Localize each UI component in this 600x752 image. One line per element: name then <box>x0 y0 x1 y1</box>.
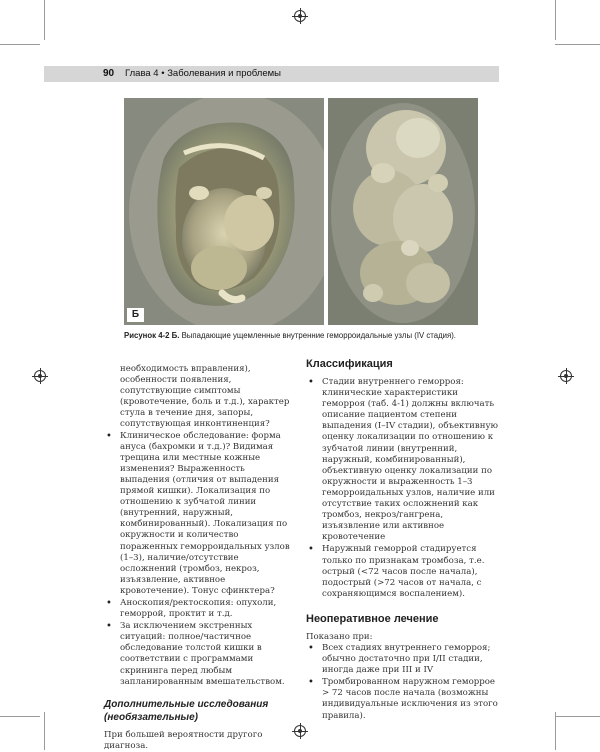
list-item: • Клиническое обследование: форма ануса (бахромки и т.д.)? Видимая трещина или местные кожные изменения? Выраженность выпадения (отличия от выпадения прямой кишки). Локализация по отношению к зубчатой линии (внутренний, наружный, комбинированный). Локализация по окружности и количество пораженных геморроидальных узлов (1–3), наличие/отсутствие осложнений (тромбоз, некроз, изъязвление, активное кровотечение). Тонус сфинктера? <box>104 431 297 597</box>
list-item: • Тромбированном наружном геморрое > 72 часов после начала (возможны индивидуальные исключения из этого правила). <box>306 677 501 721</box>
page-number: 90 <box>103 68 115 79</box>
clinical-photo-right-image <box>328 98 478 325</box>
figure-caption-text: Выпадающие ущемленные внутренние геморроидальные узлы (IV стадия). <box>181 331 456 340</box>
registration-mark-icon <box>560 370 572 382</box>
crop-mark <box>0 44 40 45</box>
panel-label: Б <box>127 308 144 322</box>
crop-mark <box>44 0 45 40</box>
continued-paragraph: необходимость вправления), особенности появления, сопутствующие симптомы (кровотечение, боль и т.д.), характер стула в течение дня, запоры, сопутствующая инконтиненция? <box>120 364 290 430</box>
registration-mark-icon <box>34 370 46 382</box>
section-heading-nonoperative-treatment: Неоперативное лечение <box>306 612 439 625</box>
crop-mark <box>555 716 600 717</box>
classification-list <box>306 377 501 600</box>
crop-mark <box>44 712 45 750</box>
registration-mark-icon <box>294 10 306 22</box>
chapter-title: Глава 4 • Заболевания и проблемы <box>125 68 281 79</box>
figure-caption-label: Рисунок 4-2 Б. <box>124 331 180 340</box>
list-item: • Наружный геморрой стадируется только по признакам тромбоза, т.е. острый (<72 часов после начала), подострый (>72 часов от начала, с сохраняющимся воспалением). <box>306 544 501 599</box>
crop-mark <box>555 712 556 750</box>
list-item: • Всех стадиях внутреннего геморроя; обычно достаточно при I/II стадии, иногда даже при III и IV <box>306 643 501 676</box>
indications-intro: Показано при: <box>306 631 373 642</box>
section-paragraph: При большей вероятности другого диагноза. <box>104 729 263 751</box>
right-column <box>306 358 501 723</box>
clinical-photo-left <box>124 98 324 325</box>
section-heading-additional-studies: Дополнительные исследования (необязательные) <box>104 698 269 723</box>
list-item: • Стадии внутреннего геморроя: клинические характеристики геморроя (таб. 4-1) должны включать описание пациентом степени выпадения (I–IV стадии), объективную оценку локализации по отношению к зубчатой линии (внутренний, наружный, комбинированный), объективную оценку локализации по окружности и выраженность 1–3 геморроидальных узлов, наличие или отсутствие таких осложнений как тромбоз, некроз/гангрена, изъязвление или активное кровотечение <box>306 377 501 543</box>
list-item: • Аноскопия/ректоскопия: опухоли, геморрой, проктит и т.д. <box>104 598 297 620</box>
crop-mark <box>0 716 40 717</box>
list-item: • За исключением экстренных ситуаций: полное/частичное обследование толстой кишки в соответствии с программами скрининга перед любым запланированным вмешательством. <box>104 621 297 688</box>
indications-list <box>306 643 501 722</box>
figure-caption <box>124 331 504 340</box>
left-column <box>104 364 297 752</box>
examination-list <box>104 431 297 688</box>
clinical-photo-right <box>328 98 478 325</box>
crop-mark <box>555 44 600 45</box>
section-heading-classification: Классификация <box>306 358 393 370</box>
clinical-photo-left-image <box>124 98 324 325</box>
crop-mark <box>555 0 556 40</box>
